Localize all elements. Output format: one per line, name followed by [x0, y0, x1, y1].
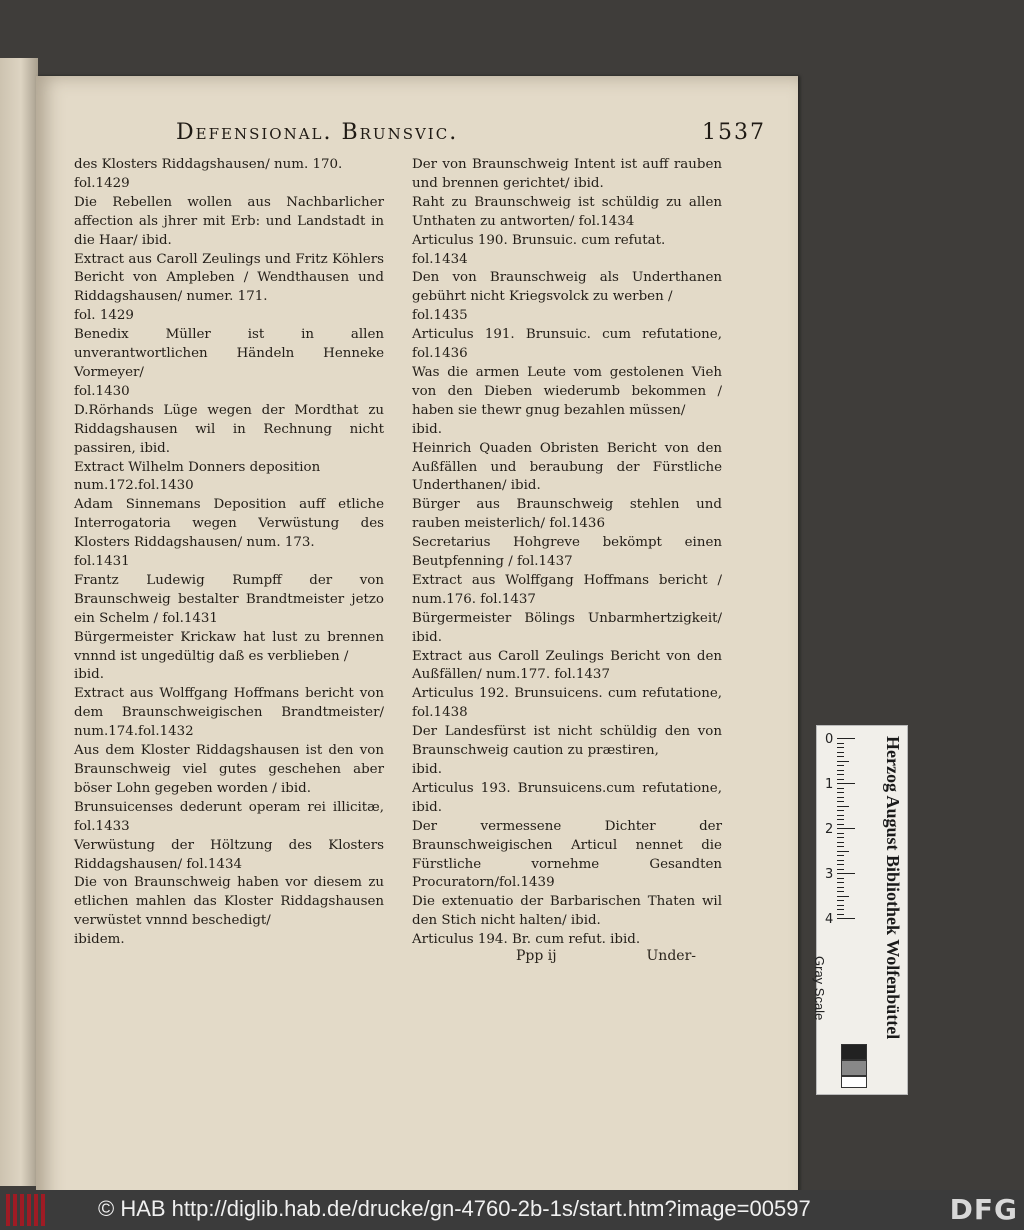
ruler-tick	[837, 905, 844, 906]
ruler-tick	[837, 815, 844, 816]
cm-ruler	[821, 732, 855, 944]
ruler-tick	[837, 747, 844, 748]
ruler-tick	[837, 896, 849, 897]
index-entry: Extract aus Caroll Zeulings und Fritz Köhlers Bericht von Ampleben / Wendthausen und Riddagshausen/ numer. 171. fol. 1429	[74, 251, 384, 324]
index-entry: D.Rörhands Lüge wegen der Mordthat zu Riddagshausen wil in Rechnung nicht passiren, ibid.	[74, 402, 384, 456]
book-page	[36, 76, 798, 1216]
index-entry: Die extenuatio der Barbarischen Thaten wil den Stich nicht halten/ ibid.	[412, 894, 722, 929]
ruler-tick	[837, 752, 844, 753]
index-entry: Die von Braunschweig haben vor diesem zu etlichen mahlen das Kloster Riddagshausen verwüstet vnnnd beschedigt/ ibidem.	[74, 875, 384, 948]
ruler-number: 0	[825, 732, 834, 747]
gray-scale-label: Gray Scale	[812, 956, 827, 1021]
index-entry: Heinrich Quaden Obristen Bericht von den Außfällen und beraubung der Fürstliche Underthanen/ ibid.	[412, 440, 722, 494]
ruler-number: 1	[825, 777, 834, 792]
ruler-number: 3	[825, 867, 834, 882]
index-entry: Was die armen Leute vom gestolenen Vieh von den Dieben wiederumb bekommen / haben sie thewr gnug bezahlen müssen/ ibid.	[412, 364, 722, 437]
ruler-tick	[837, 855, 844, 856]
ruler-tick	[837, 842, 844, 843]
ruler-tick	[837, 738, 855, 739]
ruler-tick	[837, 765, 844, 766]
copyright-url[interactable]: © HAB http://diglib.hab.de/drucke/gn-4760-2b-1s/start.htm?image=00597	[98, 1196, 811, 1221]
catchword: Under-	[646, 948, 696, 964]
index-entry: Aus dem Kloster Riddagshausen ist den von Braunschweig viel gutes geschehen aber böser Lohn gegeben worden / ibid.	[74, 743, 384, 796]
ruler-tick	[837, 801, 844, 802]
left-index-column	[74, 156, 384, 950]
ruler-tick	[837, 887, 844, 888]
index-entry: Der von Braunschweig Intent ist auff rauben und brennen gerichtet/ ibid.	[412, 157, 722, 191]
gray-swatch-mid	[841, 1060, 867, 1076]
adjacent-page-text	[2, 118, 32, 618]
running-header	[176, 120, 766, 156]
ruler-tick	[837, 828, 855, 829]
ruler-tick	[837, 878, 844, 879]
page-footer	[516, 948, 696, 970]
ruler-tick	[837, 810, 844, 811]
ruler-tick	[837, 914, 844, 915]
ruler-tick	[837, 806, 849, 807]
ruler-tick	[837, 918, 855, 919]
gray-swatch-light	[841, 1076, 867, 1088]
ruler-tick	[837, 824, 844, 825]
dfg-logo: DFG	[949, 1193, 1018, 1226]
index-entry: Extract aus Caroll Zeulings Bericht von den Außfällen/ num.177. fol.1437	[412, 648, 722, 683]
ruler-tick	[837, 743, 844, 744]
ruler-tick	[837, 788, 844, 789]
library-name: Herzog August Bibliothek Wolfenbüttel	[883, 736, 903, 1040]
ruler-tick	[837, 860, 844, 861]
signature-mark: Ppp ij	[516, 948, 557, 964]
page-number: 1537	[702, 120, 766, 145]
index-entry: Frantz Ludewig Rumpff der von Braunschweig bestalter Brandtmeister jetzo ein Schelm / fol.1431	[74, 572, 384, 626]
index-entry: Adam Sinnemans Deposition auff etliche Interrogatoria wegen Verwüstung des Klosters Riddagshausen/ num. 173. fol.1431	[74, 497, 384, 570]
ruler-number: 4	[825, 912, 834, 927]
index-entry: Brunsuicenses dederunt operam rei illicitæ, fol.1433	[74, 799, 384, 834]
running-title: Defensional. Brunsvic.	[176, 120, 459, 145]
ruler-tick	[837, 761, 849, 762]
ruler-tick	[837, 891, 844, 892]
index-entry: Den von Braunschweig als Underthanen gebührt nicht Kriegsvolck zu werben / fol.1435	[412, 270, 722, 324]
ruler-tick	[837, 779, 844, 780]
index-entry: Articulus 192. Brunsuicens. cum refutatione, fol.1438	[412, 686, 722, 721]
ruler-tick	[837, 774, 844, 775]
color-scale-card	[812, 725, 908, 1095]
right-index-column	[412, 156, 722, 950]
index-entry: Secretarius Hohgreve bekömpt einen Beutpfenning / fol.1437	[412, 535, 722, 570]
index-entry: Extract aus Wolffgang Hoffmans bericht / num.176. fol.1437	[412, 572, 722, 607]
ruler-tick	[837, 783, 855, 784]
ruler-number: 2	[825, 822, 834, 837]
index-entry: Bürgermeister Krickaw hat lust zu brennen vnnnd ist ungedültig daß es verblieben / ibid.	[74, 629, 384, 683]
index-entry: Articulus 190. Brunsuic. cum refutat. fol.1434	[412, 232, 666, 267]
index-entry: Der Landesfürst ist nicht schüldig den von Braunschweig caution zu præstiren, ibid.	[412, 724, 722, 777]
hab-logo-icon	[6, 1194, 48, 1226]
ruler-tick	[837, 900, 844, 901]
bottom-info-bar	[0, 1190, 1024, 1230]
index-entry: Benedix Müller ist in allen unverantwortlichen Händeln Henneke Vormeyer/ fol.1430	[74, 327, 384, 399]
index-entry: Articulus 193. Brunsuicens.cum refutatione, ibid.	[412, 780, 722, 815]
ruler-tick	[837, 909, 844, 910]
ruler-tick	[837, 770, 844, 771]
ruler-tick	[837, 846, 844, 847]
index-entry: Die Rebellen wollen aus Nachbarlicher affection als jhrer mit Erb: und Landstadt in die Haar/ ibid.	[74, 194, 384, 248]
ruler-tick	[837, 837, 844, 838]
ruler-tick	[837, 756, 844, 757]
index-entry: Articulus 191. Brunsuic. cum refutatione, fol.1436	[412, 327, 722, 362]
ruler-tick	[837, 864, 844, 865]
index-entry: des Klosters Riddagshausen/ num. 170. fol.1429	[74, 157, 343, 191]
ruler-tick	[837, 833, 844, 834]
ruler-tick	[837, 797, 844, 798]
gray-swatch-dark	[841, 1044, 867, 1060]
index-entry: Verwüstung der Höltzung des Klosters Riddagshausen/ fol.1434	[74, 837, 384, 872]
index-entry: Raht zu Braunschweig ist schüldig zu allen Unthaten zu antworten/ fol.1434	[412, 194, 722, 229]
index-entry: Bürgermeister Bölings Unbarmhertzigkeit/ ibid.	[412, 610, 722, 645]
ruler-tick	[837, 873, 855, 874]
index-entry: Extract aus Wolffgang Hoffmans bericht von dem Braunschweigischen Brandtmeister/ num.174.fol.1432	[74, 686, 384, 740]
adjacent-page-edge	[0, 58, 38, 1186]
index-entry: Der vermessene Dichter der Braunschweigischen Articul nennet die Fürstliche vornehme Gesandten Procuratorn/fol.1439	[412, 818, 722, 891]
index-entry: Bürger aus Braunschweig stehlen und rauben meisterlich/ fol.1436	[412, 497, 722, 532]
ruler-tick	[837, 882, 844, 883]
ruler-tick	[837, 851, 849, 852]
ruler-tick	[837, 869, 844, 870]
ruler-tick	[837, 792, 844, 793]
ruler-tick	[837, 819, 844, 820]
index-entry: Extract Wilhelm Donners deposition num.172.fol.1430	[74, 459, 321, 494]
index-entry: Articulus 194. Br. cum refut. ibid.	[412, 932, 641, 948]
